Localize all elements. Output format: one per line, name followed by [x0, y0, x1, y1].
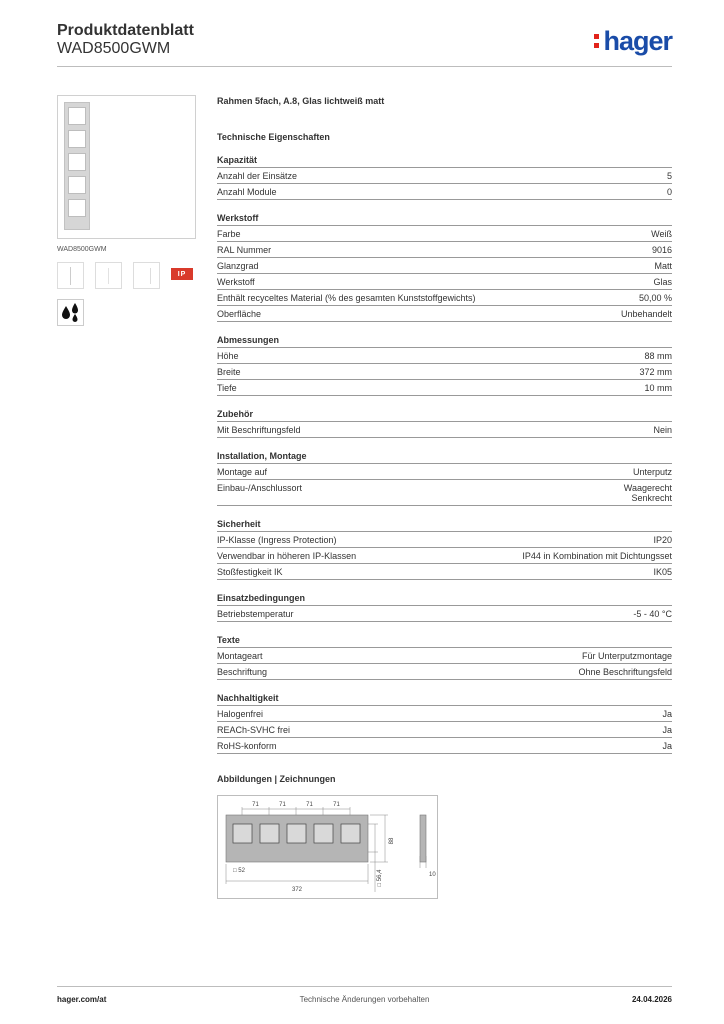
spec-value-line: Unterputz	[632, 467, 672, 477]
spec-row	[217, 226, 672, 242]
spec-value-line: Nein	[653, 425, 672, 435]
spec-section	[217, 519, 672, 580]
spec-value	[667, 187, 672, 197]
spec-label: Halogenfrei	[217, 709, 264, 719]
spec-row	[217, 290, 672, 306]
spec-label: Höhe	[217, 351, 239, 361]
product-image	[57, 95, 196, 239]
spec-row	[217, 242, 672, 258]
spec-row	[217, 706, 672, 722]
section-heading: Nachhaltigkeit	[217, 693, 672, 706]
product-image-label: WAD8500GWM	[57, 246, 107, 253]
water-drops-icon	[57, 299, 84, 326]
dim-height: 88	[389, 837, 395, 845]
spec-row	[217, 380, 672, 396]
spec-label: Werkstoff	[217, 277, 255, 287]
spec-value	[582, 651, 672, 661]
spec-value-line: IK05	[653, 567, 672, 577]
spec-label: Enthält recyceltes Material (% des gesamten Kunststoffgewichts)	[217, 293, 476, 303]
spec-value	[633, 609, 672, 619]
drawings-heading: Abbildungen | Zeichnungen	[217, 774, 336, 784]
product-media	[57, 95, 197, 326]
spec-value	[653, 535, 672, 545]
section-heading: Kapazität	[217, 155, 672, 168]
section-heading: Einsatzbedingungen	[217, 593, 672, 606]
product-title: Rahmen 5fach, A.8, Glas lichtweiß matt	[217, 96, 385, 106]
spec-value	[653, 425, 672, 435]
spec-value-line: Weiß	[651, 229, 672, 239]
spec-label: IP-Klasse (Ingress Protection)	[217, 535, 337, 545]
spec-row	[217, 564, 672, 580]
spec-label: RAL Nummer	[217, 245, 272, 255]
spec-value-line: IP44 in Kombination mit Dichtungsset	[522, 551, 672, 561]
footer-disclaimer: Technische Änderungen vorbehalten	[299, 995, 430, 1004]
spec-row	[217, 480, 672, 506]
spec-value-line: Ja	[662, 741, 672, 751]
spec-value	[633, 467, 672, 477]
spec-value-line: 10 mm	[644, 383, 672, 393]
spec-row	[217, 258, 672, 274]
spec-section	[217, 693, 672, 754]
spec-label: Montage auf	[217, 467, 268, 477]
spec-row	[217, 548, 672, 564]
spec-row	[217, 274, 672, 290]
spec-section	[217, 213, 672, 322]
spec-value	[662, 725, 672, 735]
hager-logo: hager	[594, 26, 672, 57]
page-footer	[57, 986, 672, 1004]
main-content	[217, 96, 672, 899]
spec-label: Tiefe	[217, 383, 237, 393]
spec-label: RoHS-konform	[217, 741, 277, 751]
spec-value	[522, 551, 672, 561]
spec-value	[644, 383, 672, 393]
spec-value	[654, 261, 672, 271]
spec-label: Anzahl der Einsätze	[217, 171, 298, 181]
spec-value-line: 50,00 %	[638, 293, 672, 303]
spec-label: Oberfläche	[217, 309, 262, 319]
spec-value	[662, 741, 672, 751]
spec-section	[217, 593, 672, 622]
dim-cell: □ 52	[233, 868, 245, 874]
spec-value	[651, 229, 672, 239]
spec-value-line: Unbehandelt	[620, 309, 672, 319]
dim-pitch-4: 71	[333, 802, 340, 808]
spec-section	[217, 155, 672, 200]
spec-value-line: Ohne Beschriftungsfeld	[578, 667, 672, 677]
spec-value	[639, 293, 672, 303]
spec-section	[217, 451, 672, 506]
spec-value-line: Für Unterputzmontage	[581, 651, 672, 661]
thumbnail-3[interactable]	[133, 262, 160, 289]
spec-sections	[217, 155, 672, 754]
thumbnail-strip	[57, 262, 197, 289]
dim-depth: 10	[429, 872, 436, 878]
spec-value-line: Ja	[662, 709, 672, 719]
thumbnail-1[interactable]	[57, 262, 84, 289]
thumbnail-2[interactable]	[95, 262, 122, 289]
spec-row	[217, 664, 672, 680]
section-heading: Sicherheit	[217, 519, 672, 532]
spec-value	[639, 367, 672, 377]
product-number: WAD8500GWM	[57, 40, 171, 57]
spec-value-line: Waagerecht	[623, 483, 672, 493]
frame-illustration	[64, 102, 90, 230]
tech-heading: Technische Eigenschaften	[217, 132, 330, 142]
spec-row	[217, 184, 672, 200]
spec-label: Beschriftung	[217, 667, 268, 677]
spec-value-line: IP20	[653, 535, 672, 545]
spec-row	[217, 722, 672, 738]
spec-value	[667, 171, 672, 181]
drawings-section	[217, 774, 672, 899]
footer-date: 24.04.2026	[631, 995, 672, 1004]
spec-value-line: 5	[666, 171, 672, 181]
spec-label: Montageart	[217, 651, 263, 661]
technical-drawing	[217, 795, 438, 899]
spec-row	[217, 168, 672, 184]
spec-label: Breite	[217, 367, 241, 377]
spec-row	[217, 606, 672, 622]
spec-value	[624, 483, 672, 503]
spec-label: Mit Beschriftungsfeld	[217, 425, 301, 435]
spec-value	[578, 667, 672, 677]
spec-row	[217, 422, 672, 438]
spec-value-line: -5 - 40 °C	[633, 609, 672, 619]
spec-label: Einbau-/Anschlussort	[217, 483, 303, 493]
spec-value-line: Matt	[654, 261, 672, 271]
spec-section	[217, 635, 672, 680]
spec-value	[644, 351, 672, 361]
footer-website[interactable]: hager.com/at	[57, 995, 107, 1004]
spec-label: Anzahl Module	[217, 187, 277, 197]
section-heading: Installation, Montage	[217, 451, 672, 464]
spec-row	[217, 532, 672, 548]
spec-row	[217, 648, 672, 664]
spec-value-line: 372 mm	[639, 367, 672, 377]
spec-row	[217, 306, 672, 322]
dim-pitch-3: 71	[306, 802, 313, 808]
dim-inner: □ 56,4	[377, 869, 383, 887]
spec-label: Glanzgrad	[217, 261, 259, 271]
spec-value	[653, 277, 672, 287]
spec-value-line: 9016	[651, 245, 672, 255]
spec-label: Farbe	[217, 229, 241, 239]
spec-section	[217, 409, 672, 438]
section-heading: Werkstoff	[217, 213, 672, 226]
section-heading: Abmessungen	[217, 335, 672, 348]
spec-value-line: Glas	[653, 277, 672, 287]
dim-pitch-1: 71	[252, 802, 259, 808]
ip-rating-icon: IP	[171, 268, 193, 280]
spec-value	[652, 245, 672, 255]
spec-value	[621, 309, 672, 319]
dim-width: 372	[291, 887, 303, 893]
spec-label: REACh-SVHC frei	[217, 725, 291, 735]
spec-value-line: 88 mm	[644, 351, 672, 361]
section-heading: Texte	[217, 635, 672, 648]
spec-value-line: Ja	[662, 725, 672, 735]
spec-row	[217, 738, 672, 754]
logo-dots-icon	[594, 26, 600, 52]
spec-row	[217, 348, 672, 364]
spec-label: Stoßfestigkeit IK	[217, 567, 283, 577]
document-title: Produktdatenblatt	[57, 22, 194, 39]
spec-row	[217, 464, 672, 480]
section-heading: Zubehör	[217, 409, 672, 422]
spec-value	[653, 567, 672, 577]
dim-pitch-2: 71	[279, 802, 286, 808]
spec-label: Verwendbar in höheren IP-Klassen	[217, 551, 357, 561]
spec-label: Betriebstemperatur	[217, 609, 294, 619]
spec-value-line: 0	[666, 187, 672, 197]
spec-section	[217, 335, 672, 396]
page-header	[57, 20, 672, 67]
spec-value-line: Senkrecht	[631, 493, 672, 503]
spec-value	[662, 709, 672, 719]
spec-row	[217, 364, 672, 380]
